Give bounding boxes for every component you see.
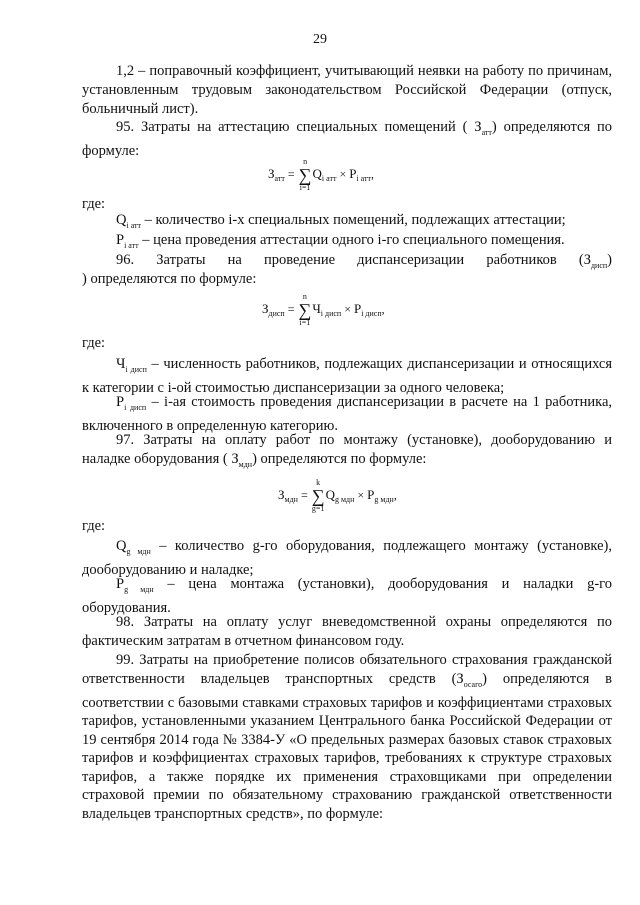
d97a-sub: g мдн	[126, 546, 151, 556]
f96-p-sub: i дисп	[361, 309, 382, 319]
f97-lhs: З	[278, 486, 285, 502]
p99-sub: осаго	[463, 679, 483, 689]
f95-q-sub: i атт	[321, 174, 337, 184]
formula-97	[278, 478, 397, 514]
f97-p: P	[367, 486, 375, 502]
definition-96a	[82, 355, 612, 398]
definition-96b	[82, 393, 612, 436]
f95-p-sub: i атт	[356, 174, 372, 184]
p95-text: 95. Затраты на аттестацию специальных помещений ( З	[116, 119, 482, 135]
formula-96	[262, 292, 385, 328]
where-label-1: где:	[82, 196, 106, 212]
p95-end: ) определяются по формуле:	[82, 119, 612, 159]
f97-lower: g=1	[311, 504, 325, 513]
d97b-text: – цена монтажа (установки), дооборудования и наладки g-го оборудования.	[82, 576, 613, 616]
definition-97a	[82, 537, 612, 580]
where-label-2: где:	[82, 335, 106, 351]
paragraph-96: 96. Затраты на проведение диспансеризации работников $(З_{дисп})$	[116, 252, 612, 270]
d96a-text: – численность работников, подлежащих диспансеризации и относящихся к категории с i-ой стоимостью диспансеризации за одного человека;	[82, 356, 613, 396]
sum-sign-96: n ∑ i=1	[298, 292, 312, 327]
d96b-sub: i дисп	[124, 402, 147, 412]
d97b-sub: g мдн	[124, 584, 154, 594]
p99-text-b: ) определяются в соответствии с базовыми ставками страховых тарифов и коэффициентами страховых тарифов, установленными указанием Центрального банка Российской Федерации от 19 сентября 2014 года № 3384-У «О предельных размерах базовых ставок страховых тарифов и коэффициентах страховых тарифов, требованиях к структуре страховых тарифов, а также порядке их применения страховщиками при определении страховой премии по обязательному страхованию гражданской ответственности владельцев транспортных средств», по формуле:	[82, 670, 612, 822]
d97b-sym: P	[116, 576, 125, 592]
f95-lhs-sub: атт	[274, 174, 285, 184]
f97-end: ,	[393, 487, 397, 502]
d95b-sym: P	[116, 232, 125, 248]
d95a-sub: i атт	[126, 220, 142, 230]
p95-sub: атт	[481, 127, 492, 137]
f96-lhs: З	[262, 300, 269, 316]
definition-97b	[82, 575, 612, 618]
d95a-sym: Q	[116, 212, 127, 228]
f97-q: Q	[325, 486, 335, 502]
d95b-text: – цена проведения аттестации одного i-го специального помещения.	[142, 232, 565, 248]
f95-lhs: З	[268, 165, 275, 181]
p99-text-a: 99. Затраты на приобретение полисов обязательного страхования гражданской ответственности владельцев транспортных средств (З	[82, 652, 612, 687]
f96-upper: n	[302, 292, 307, 301]
f96-times: ×	[344, 301, 351, 316]
paragraph-97	[82, 431, 612, 474]
f96-lhs-sub: дисп	[268, 309, 285, 319]
formula-95	[268, 157, 374, 193]
f95-eq: =	[287, 166, 295, 181]
where-label-3: где:	[82, 518, 106, 534]
f97-eq: =	[300, 487, 308, 502]
d97a-text: – количество g-го оборудования, подлежащего монтажу (установке), дооборудованию и наладке;	[82, 538, 612, 578]
paragraph-coefficient: 1,2 – поправочный коэффициент, учитывающий неявки на работу по причинам, установленным трудовым законодательством Российской Федерации (отпуск, больничный лист).	[82, 63, 612, 117]
f96-q: Ч	[312, 300, 321, 316]
paragraph-98: 98. Затраты на оплату услуг вневедомственной охраны определяются по фактическим затратам в отчетном финансовом году.	[82, 614, 612, 649]
paragraph-95	[82, 118, 612, 161]
f95-end: ,	[371, 166, 375, 181]
f97-times: ×	[357, 487, 365, 502]
f97-upper: k	[316, 478, 321, 487]
p97-sub: мдн	[238, 459, 253, 469]
d96a-sub: i дисп	[125, 364, 147, 374]
paragraph-99	[82, 651, 612, 823]
paragraph-96-end: ) определяются по формуле:	[82, 271, 257, 287]
page-number: 29	[313, 32, 327, 47]
d95a-text: – количество i-х специальных помещений, подлежащих аттестации;	[144, 212, 566, 228]
p96-sub: дисп	[590, 260, 608, 270]
f95-times: ×	[339, 166, 347, 181]
p97-end: ) определяются по формуле:	[252, 451, 427, 467]
f96-p: P	[353, 300, 362, 316]
d96b-text: – i-ая стоимость проведения диспансеризации в расчете на 1 работника, включенного в определенную категорию.	[82, 394, 613, 434]
d96a-sym: Ч	[116, 356, 126, 372]
p97-text: 97. Затраты на оплату работ по монтажу (установке), дооборудованию и наладке оборудования ( З	[82, 432, 612, 467]
f97-lhs-sub: мдн	[284, 495, 298, 505]
f95-q: Q	[312, 165, 322, 181]
sum-sign-95: n ∑ i=1	[298, 157, 312, 192]
d97a-sym: Q	[116, 538, 127, 554]
f97-q-sub: g мдн	[334, 495, 355, 505]
f95-lower: i=1	[299, 183, 311, 192]
f96-q-sub: i дисп	[320, 309, 342, 319]
f95-p: P	[349, 165, 357, 181]
d95b-sub: i атт	[124, 240, 139, 250]
f96-eq: =	[287, 301, 295, 316]
sum-sign-97: k ∑ g=1	[311, 478, 325, 513]
f96-end: ,	[381, 301, 385, 316]
f97-p-sub: g мдн	[374, 495, 394, 505]
d96b-sym: P	[116, 394, 125, 410]
f96-lower: i=1	[299, 318, 311, 327]
p96-text: 96. Затраты на проведение диспансеризации работников (З	[116, 252, 591, 268]
f95-upper: n	[303, 157, 308, 166]
